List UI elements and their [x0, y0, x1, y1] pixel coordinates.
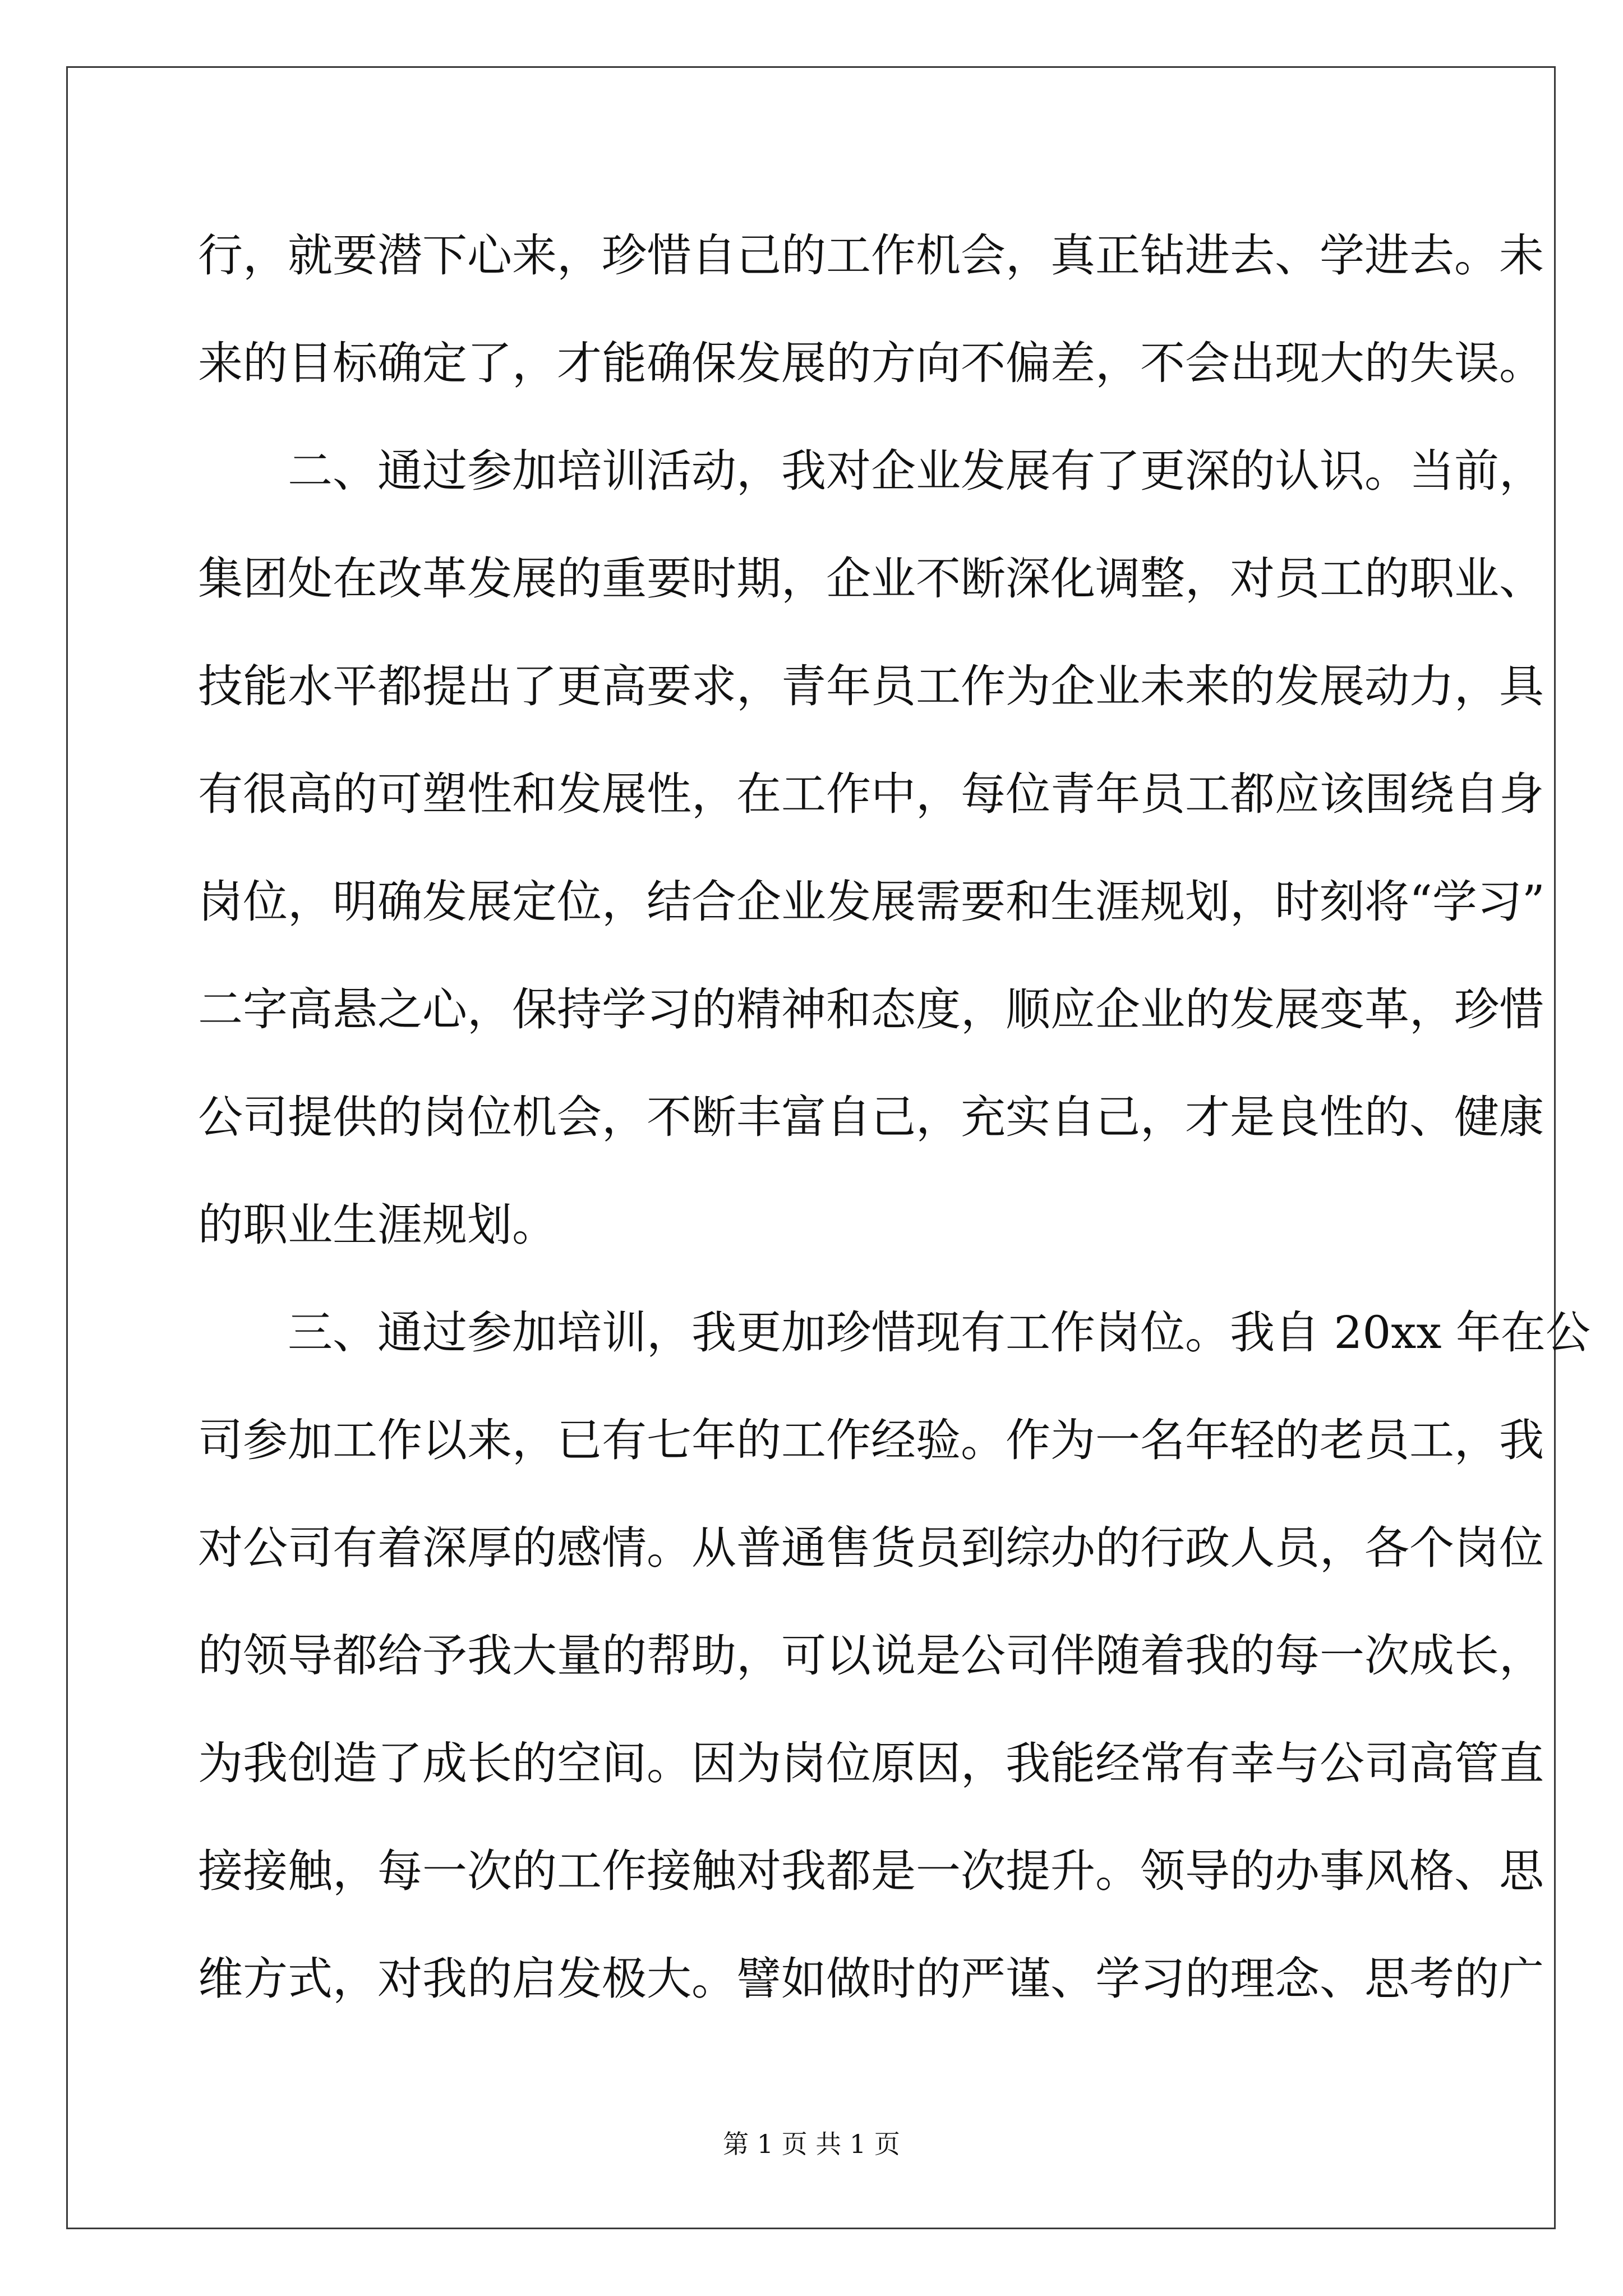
document-body — [198, 202, 1590, 2033]
text-line: 技能水平都提出了更高要求，青年员工作为企业未来的发展动力，具 — [198, 660, 1544, 712]
page-footer — [0, 2127, 1623, 2161]
text-line: 二、通过参加培训活动，我对企业发展有了更深的认识。当前， — [288, 445, 1544, 497]
text-line: 的职业生涯规划。 — [198, 1199, 557, 1251]
text-line: 来的目标确定了，才能确保发展的方向不偏差，不会出现大的失误。 — [198, 337, 1544, 389]
text-line: 的领导都给予我大量的帮助，可以说是公司伴随着我的每一次成长， — [198, 1630, 1544, 1682]
text-line: 维方式，对我的启发极大。譬如做时的严谨、学习的理念、思考的广 — [198, 1953, 1544, 2005]
paragraph-3 — [198, 1279, 1590, 2033]
text-line: 公司提供的岗位机会，不断丰富自己，充实自己，才是良性的、健康 — [198, 1091, 1544, 1143]
text-line: 集团处在改革发展的重要时期，企业不断深化调整，对员工的职业、 — [198, 553, 1544, 605]
text-line: 司参加工作以来，已有七年的工作经验。作为一名年轻的老员工，我 — [198, 1414, 1544, 1466]
text-line: 三、通过参加培训，我更加珍惜现有工作岗位。我自 20xx 年在公 — [288, 1306, 1590, 1359]
text-line: 岗位，明确发展定位，结合企业发展需要和生涯规划，时刻将“学习” — [198, 876, 1545, 928]
text-line: 对公司有着深厚的感情。从普通售货员到综办的行政人员，各个岗位 — [198, 1522, 1544, 1574]
text-line: 接接触，每一次的工作接触对我都是一次提升。领导的办事风格、思 — [198, 1845, 1544, 1897]
text-line: 二字高悬之心，保持学习的精神和态度，顺应企业的发展变革，珍惜 — [198, 983, 1544, 1036]
text-line: 有很高的可塑性和发展性，在工作中，每位青年员工都应该围绕自身 — [198, 768, 1544, 820]
text-line: 为我创造了成长的空间。因为岗位原因，我能经常有幸与公司高管直 — [198, 1737, 1544, 1789]
text-line: 行，就要潜下心来，珍惜自己的工作机会，真正钻进去、学进去。未 — [198, 229, 1544, 282]
paragraph-1 — [198, 202, 1544, 417]
paragraph-2 — [198, 417, 1545, 1279]
page-number-label: 第 1 页 共 1 页 — [723, 2129, 900, 2159]
